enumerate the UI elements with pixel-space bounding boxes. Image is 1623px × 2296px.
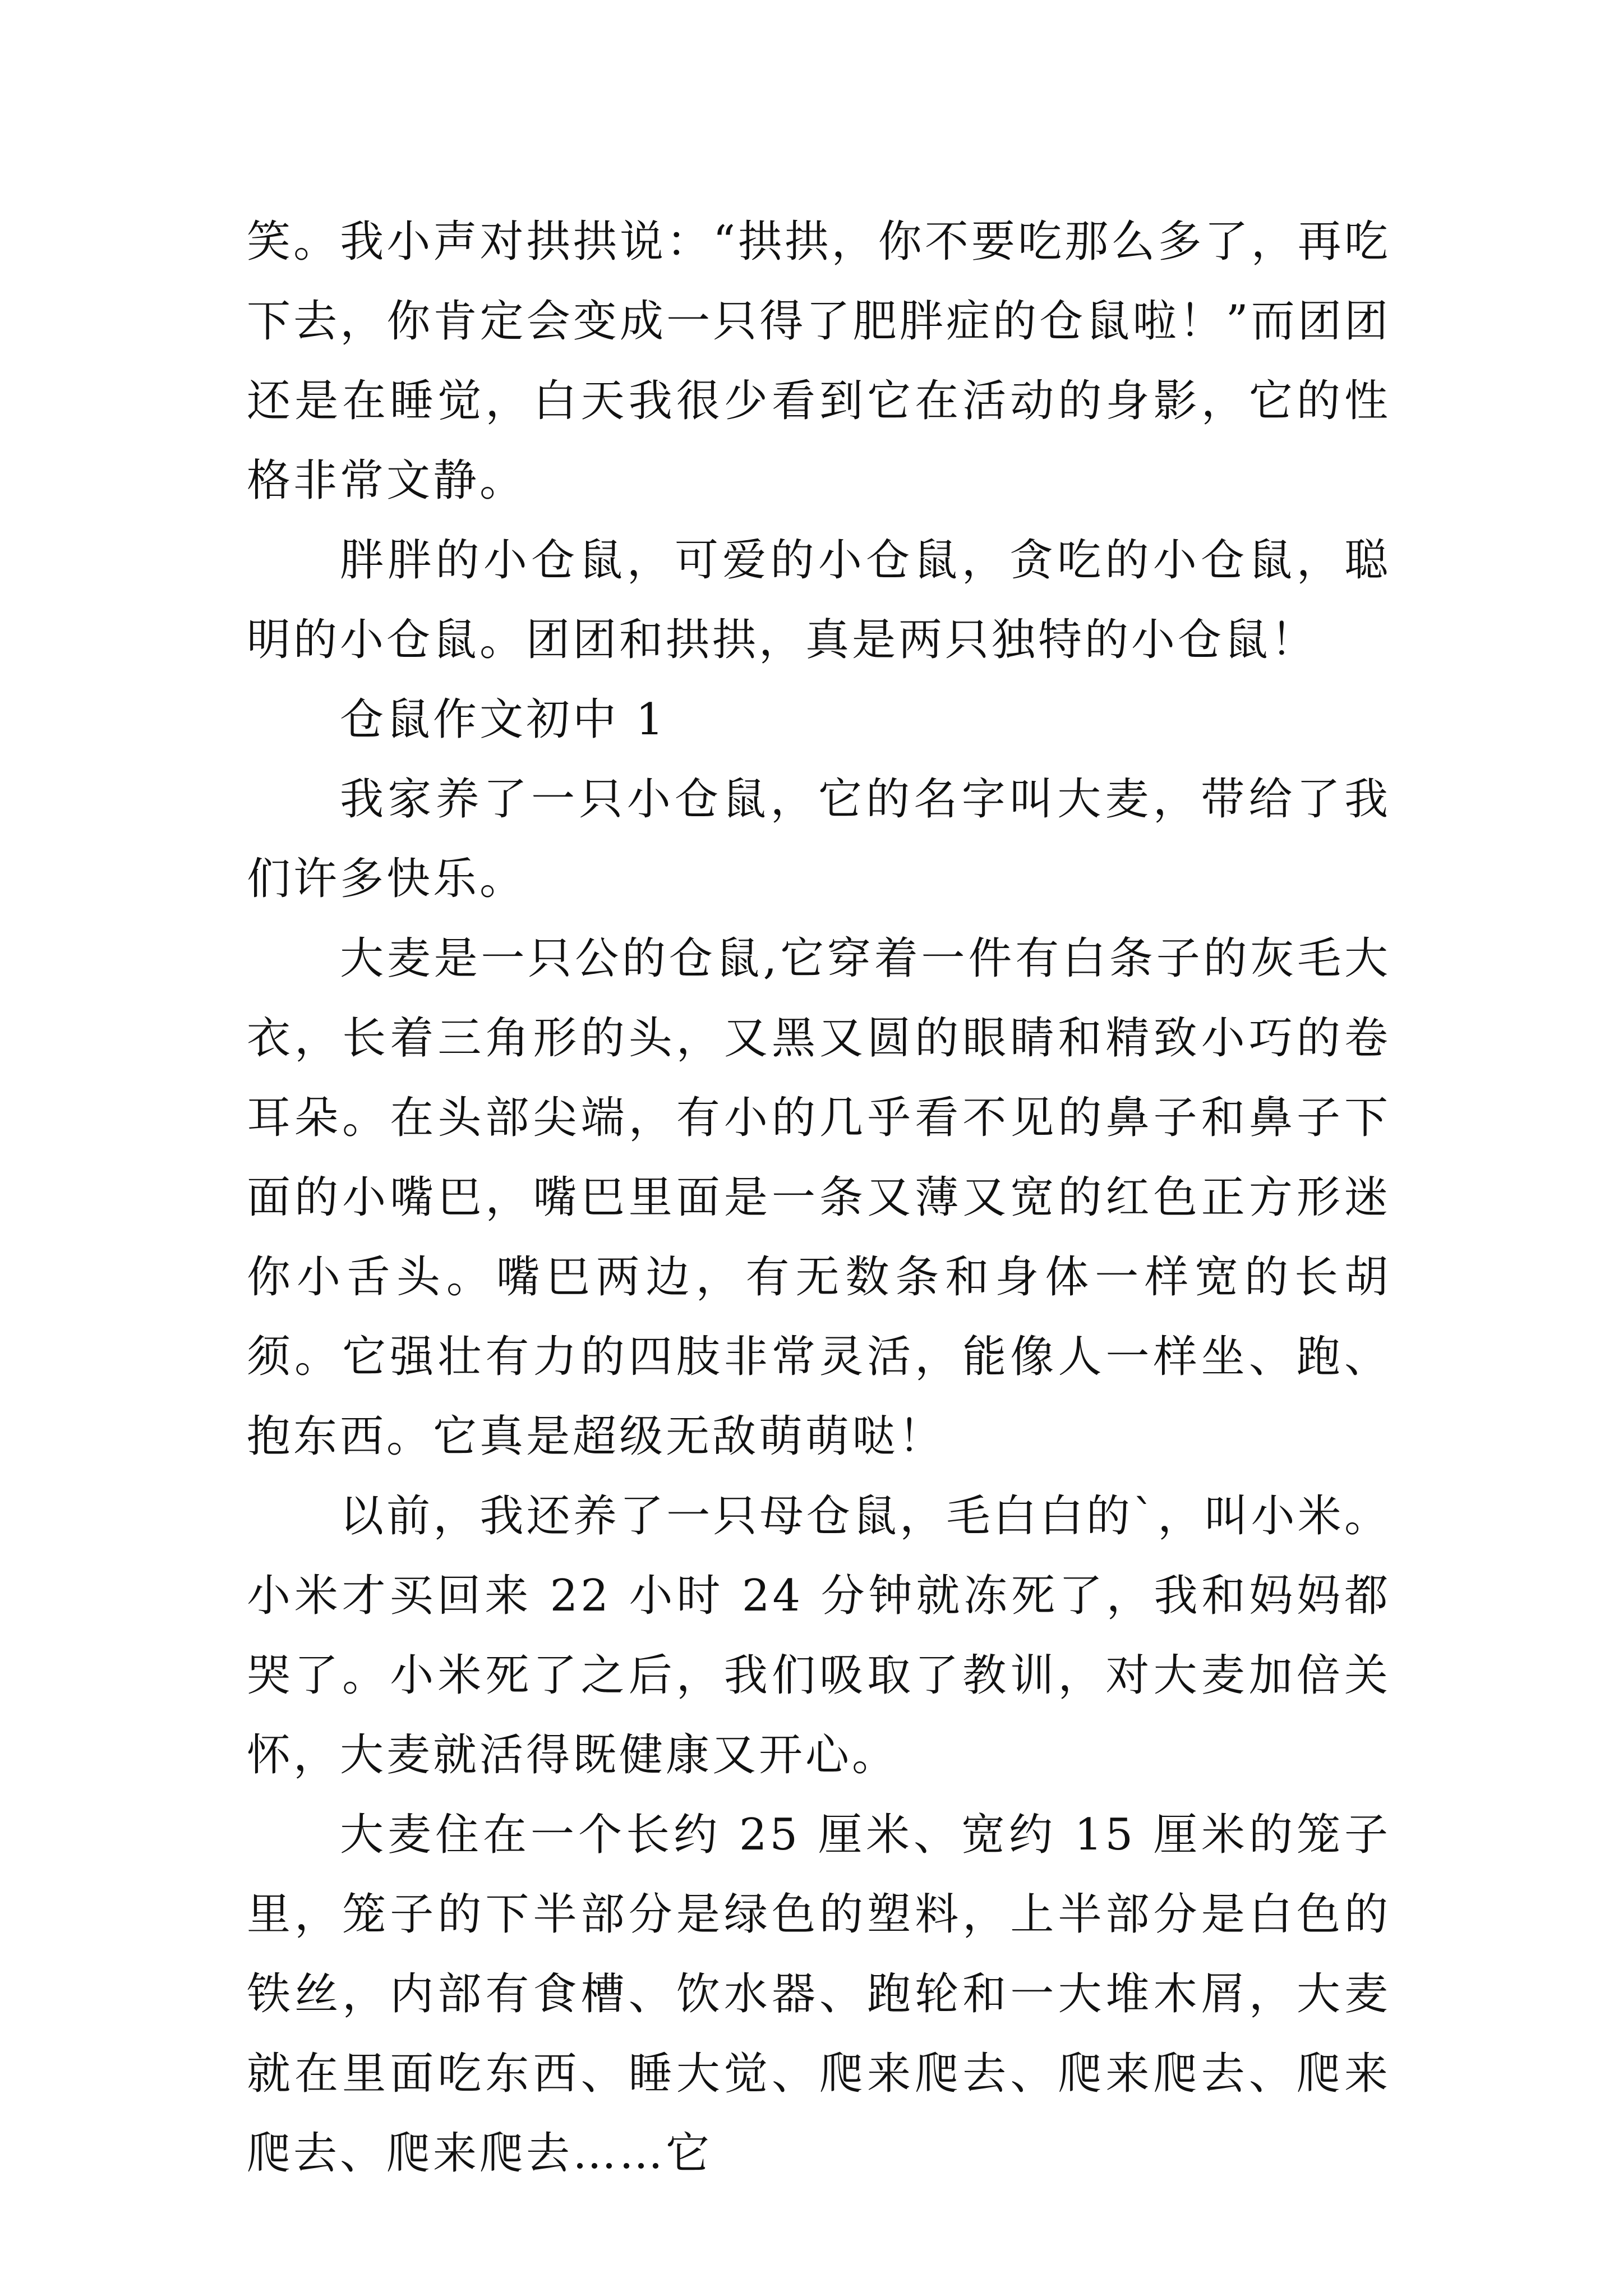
paragraph-summary: 胖胖的小仓鼠，可爱的小仓鼠，贪吃的小仓鼠，聪明的小仓鼠。团团和拱拱，真是两只独特的小仓鼠！ xyxy=(247,535,1391,665)
paragraph-cage: 大麦住在一个长约 25 厘米、宽约 15 厘米的笼子里，笼子的下半部分是绿色的塑料，上半部分是白色的铁丝，内部有食槽、饮水器、跑轮和一大堆木屑，大麦就在里面吃东西、睡大觉、爬来爬去、爬来爬去、爬来爬去、爬来爬去……它 xyxy=(247,1810,1391,2179)
paragraph-intro: 我家养了一只小仓鼠，它的名字叫大麦，带给了我们许多快乐。 xyxy=(247,774,1391,904)
section-heading: 仓鼠作文初中 1 xyxy=(340,694,667,745)
paragraph-past-pet: 以前，我还养了一只母仓鼠，毛白白的`，叫小米。小米才买回来 22 小时 24 分钟就冻死了，我和妈妈都哭了。小米死了之后，我们吸取了教训，对大麦加倍关怀，大麦就活得既健康又开心。 xyxy=(247,1491,1391,1780)
paragraph-description: 大麦是一只公的仓鼠,它穿着一件有白条子的灰毛大衣，长着三角形的头，又黑又圆的眼睛和精致小巧的卷耳朵。在头部尖端，有小的几乎看不见的鼻子和鼻子下面的小嘴巴，嘴巴里面是一条又薄又宽的红色正方形迷你小舌头。嘴巴两边，有无数条和身体一样宽的长胡须。它强壮有力的四肢非常灵活，能像人一样坐、跑、抱东西。它真是超级无敌萌萌哒！ xyxy=(247,933,1391,1462)
article-body xyxy=(247,202,1391,2193)
paragraph-continuation: 笑。我小声对拱拱说：“拱拱，你不要吃那么多了，再吃下去，你肯定会变成一只得了肥胖症的仓鼠啦！”而团团还是在睡觉，白天我很少看到它在活动的身影，它的性格非常文静。 xyxy=(247,217,1391,506)
